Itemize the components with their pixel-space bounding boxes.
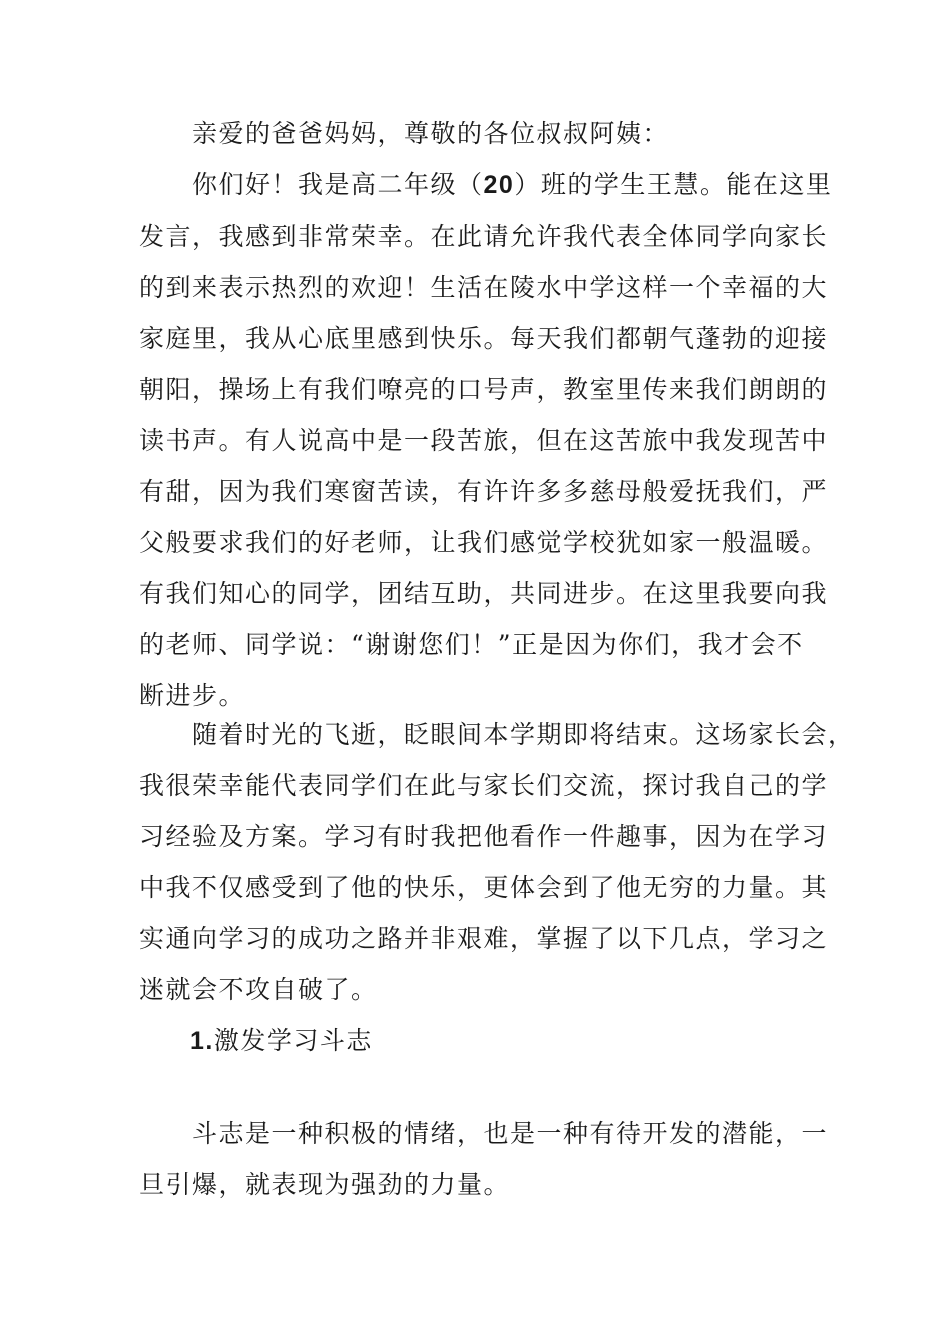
paragraph-line: 随着时光的飞逝，眨眼间本学期即将结束。这场家长会， xyxy=(192,720,855,749)
section-heading-text: 激发学习斗志 xyxy=(213,1026,373,1055)
paragraph-line: 习经验及方案。学习有时我把他看作一件趣事，因为在学习 xyxy=(139,822,829,851)
paragraph-line: 的到来表示热烈的欢迎！生活在陵水中学这样一个幸福的大 xyxy=(139,273,829,302)
paragraph-line: 实通向学习的成功之路并非艰难，掌握了以下几点，学习之 xyxy=(139,924,829,953)
paragraph-line: 中我不仅感受到了他的快乐，更体会到了他无穷的力量。其 xyxy=(139,873,829,902)
paragraph-line: 父般要求我们的好老师，让我们感觉学校犹如家一般温暖。 xyxy=(139,528,829,557)
paragraph-line: 旦引爆，就表现为强劲的力量。 xyxy=(139,1170,511,1199)
paragraph-line: 家庭里，我从心底里感到快乐。每天我们都朝气蓬勃的迎接 xyxy=(139,324,829,353)
paragraph-line: 朝阳，操场上有我们嘹亮的口号声，教室里传来我们朗朗的 xyxy=(139,375,829,404)
paragraph-line: 断进步。 xyxy=(139,681,246,710)
paragraph-line: 有我们知心的同学，团结互助，共同进步。在这里我要向我 xyxy=(139,579,829,608)
section-heading-number: 1. xyxy=(190,1027,214,1055)
paragraph-line: 读书声。有人说高中是一段苦旅，但在这苦旅中我发现苦中 xyxy=(139,426,829,455)
section-heading xyxy=(190,1015,373,1067)
paragraph-line: 你们好！我是高二年级（20）班的学生王慧。能在这里 xyxy=(192,170,833,199)
greeting-line: 亲爱的爸爸妈妈，尊敬的各位叔叔阿姨： xyxy=(192,119,670,148)
paragraph-line: 的老师、同学说：“谢谢您们！”正是因为你们，我才会不 xyxy=(139,630,804,659)
paragraph-line: 我很荣幸能代表同学们在此与家长们交流，探讨我自己的学 xyxy=(139,771,829,800)
paragraph-line: 迷就会不攻自破了。 xyxy=(139,975,378,1004)
paragraph-2 xyxy=(139,709,855,1015)
paragraph-line: 斗志是一种积极的情绪，也是一种有待开发的潜能，一 xyxy=(192,1119,829,1148)
paragraph-1 xyxy=(139,159,833,721)
paragraph-line: 发言，我感到非常荣幸。在此请允许我代表全体同学向家长 xyxy=(139,222,829,251)
paragraph-line: 有甜，因为我们寒窗苦读，有许许多多慈母般爱抚我们，严 xyxy=(139,477,829,506)
greeting-paragraph xyxy=(139,108,819,159)
paragraph-3 xyxy=(139,1108,829,1210)
